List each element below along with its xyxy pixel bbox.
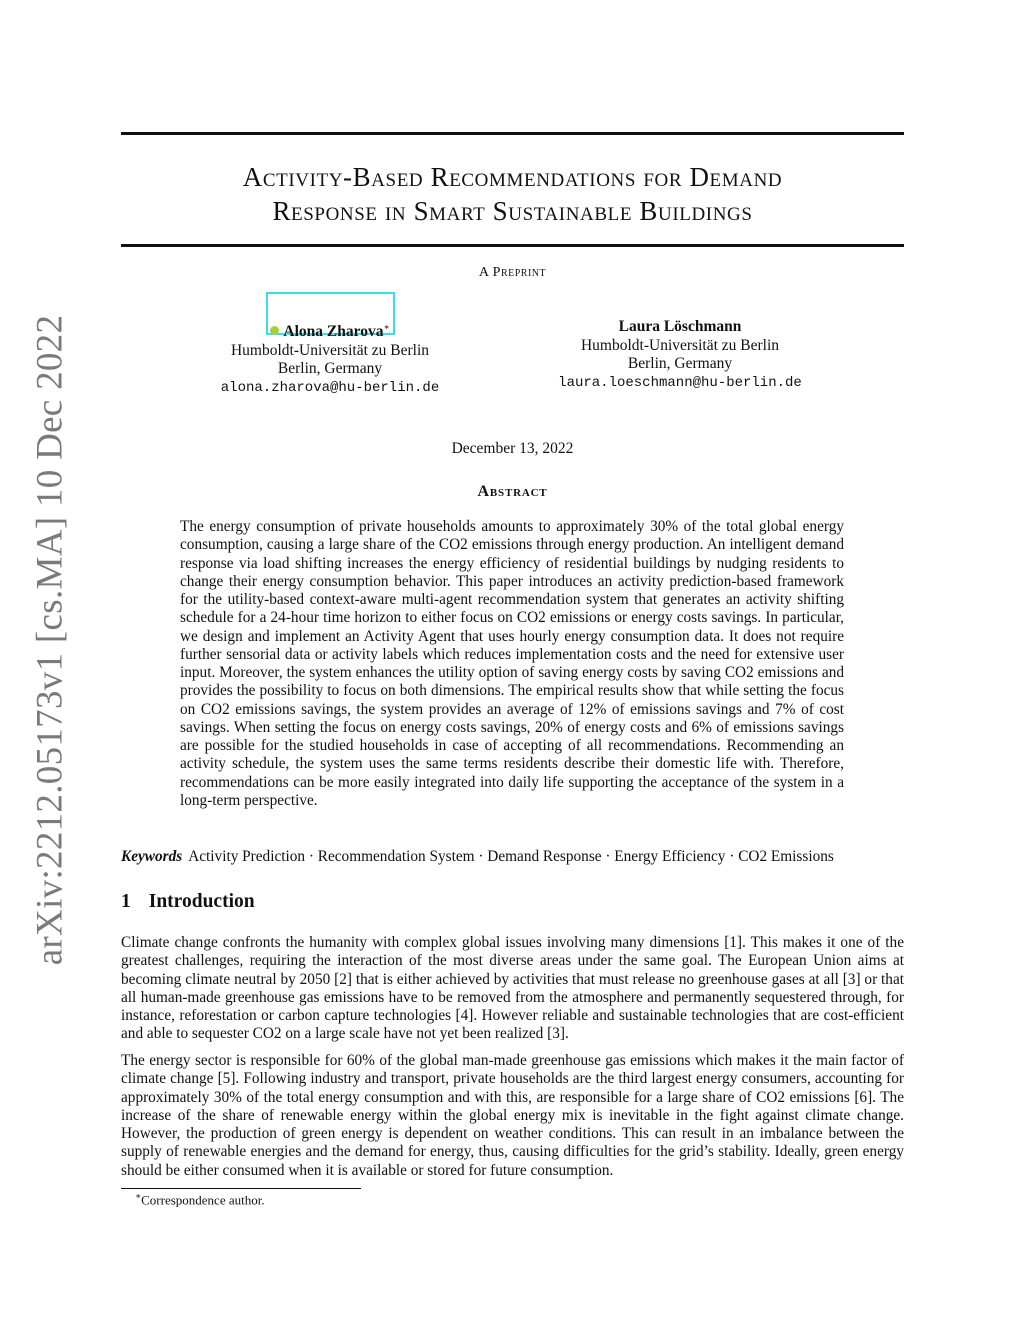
keywords	[121, 848, 921, 866]
author-affiliation: Humboldt-Universität zu Berlin	[230, 341, 430, 359]
footnote-text: Correspondence author.	[141, 1192, 265, 1208]
title-line-1: Activity-Based Recommendations for Demand	[242, 162, 783, 192]
section-title: Introduction	[148, 891, 255, 912]
body-paragraph: Climate change confronts the humanity with complex global issues involving many dimensions [1]. This makes it one of the greatest challenges, requiring the interaction of the most diverse areas under the same goal. The European Union aims at becoming climate neutral by 2050 [2] that is either achieved by activities that must release no greenhouse gases at all [3] or that all human-made greenhouse gas emissions have to be removed from the atmosphere and permanently sequestered through, for instance, reforestation or carbon capture technologies [4]. However reliable and sustainable technologies that are cost-efficient and able to sequester CO2 on a large scale have not yet been realized [3].	[121, 934, 904, 1043]
keywords-list: Activity Prediction · Recommendation System · Demand Response · Energy Efficiency · CO2 Emissions	[188, 848, 834, 865]
keywords-label: Keywords	[121, 848, 183, 865]
section-number: 1	[121, 891, 131, 912]
section-heading	[121, 891, 255, 913]
author-name: Laura Löschmann	[618, 318, 742, 335]
arxiv-stamp: arXiv:2212.05173v1 [cs.MA] 10 Dec 2022	[29, 314, 71, 966]
abstract-text: The energy consumption of private households amounts to approximately 30% of the total global energy consumption, causing a large share of the CO2 emissions through energy production. An intelligent demand response via load shifting increases the energy efficiency of residential buildings by nudging residents to change their energy consumption behavior. This paper introduces an activity prediction-based framework for the utility-based context-aware multi-agent recommendation system that generates an activity shifting schedule for a 24-hour time horizon to either focus on CO2 emissions or energy costs savings. In particular, we design and implement an Activity Agent that uses hourly energy consumption data. It does not require further sensorial data or activity labels which reduces implementation costs and the need for extensive user input. Moreover, the system enhances the utility option of saving energy costs by saving CO2 emissions and provides the possibility to focus on both dimensions. The empirical results show that while setting the focus on CO2 emissions savings, the system provides an average of 12% of emissions savings and 7% of cost savings. When setting the focus on energy costs savings, 20% of energy costs and 6% of emissions savings are possible for the studied households in case of accepting of all recommendations. Recommending an activity schedule, the system uses the same terms residents describe their domestic life with. Therefore, recommendations can be more easily integrated into daily life supporting the acceptance of the system in a long-term perspective.	[180, 518, 844, 809]
footnote	[135, 1191, 265, 1208]
title-line-2: Response in Smart Sustainable Buildings	[272, 196, 753, 226]
abstract-heading: Abstract	[477, 483, 548, 500]
paper-title	[121, 160, 904, 228]
body-paragraph: The energy sector is responsible for 60% of the global man-made greenhouse gas emissions which makes it the main factor of climate change [5]. Following industry and transport, private households are the third largest energy consumers, accounting for approximately 30% of the total energy consumption and with this, are responsible for a large share of CO2 emissions [6]. The increase of the share of renewable energy within the global energy mix is inevitable in the fight against climate change. However, the production of green energy is dependent on weather conditions. This can result in an imbalance between the supply of renewable energies and the demand for energy, thus, causing difficulties for the grid’s stability. Ideally, green energy should be either consumed when it is available or stored for future consumption.	[121, 1052, 904, 1179]
title-bottom-rule	[121, 244, 904, 247]
footnote-mark[interactable]: ∗	[383, 322, 390, 332]
preprint-label: A Preprint	[478, 265, 547, 280]
author-email[interactable]: laura.loeschmann@hu-berlin.de	[558, 374, 802, 391]
title-top-rule	[121, 132, 904, 135]
author-location: Berlin, Germany	[627, 355, 733, 372]
author-name[interactable]: Alona Zharova	[283, 323, 384, 341]
orcid-icon[interactable]	[270, 326, 279, 335]
footnote-mark: ∗	[135, 1191, 142, 1201]
author-location: Berlin, Germany	[277, 360, 383, 378]
footnote-rule	[121, 1188, 361, 1189]
author-block-1	[200, 318, 460, 397]
author-email[interactable]: alona.zharova@hu-berlin.de	[220, 379, 440, 396]
author-block-2	[530, 318, 830, 392]
publication-date: December 13, 2022	[451, 440, 574, 457]
author-affiliation: Humboldt-Universität zu Berlin	[580, 336, 780, 354]
